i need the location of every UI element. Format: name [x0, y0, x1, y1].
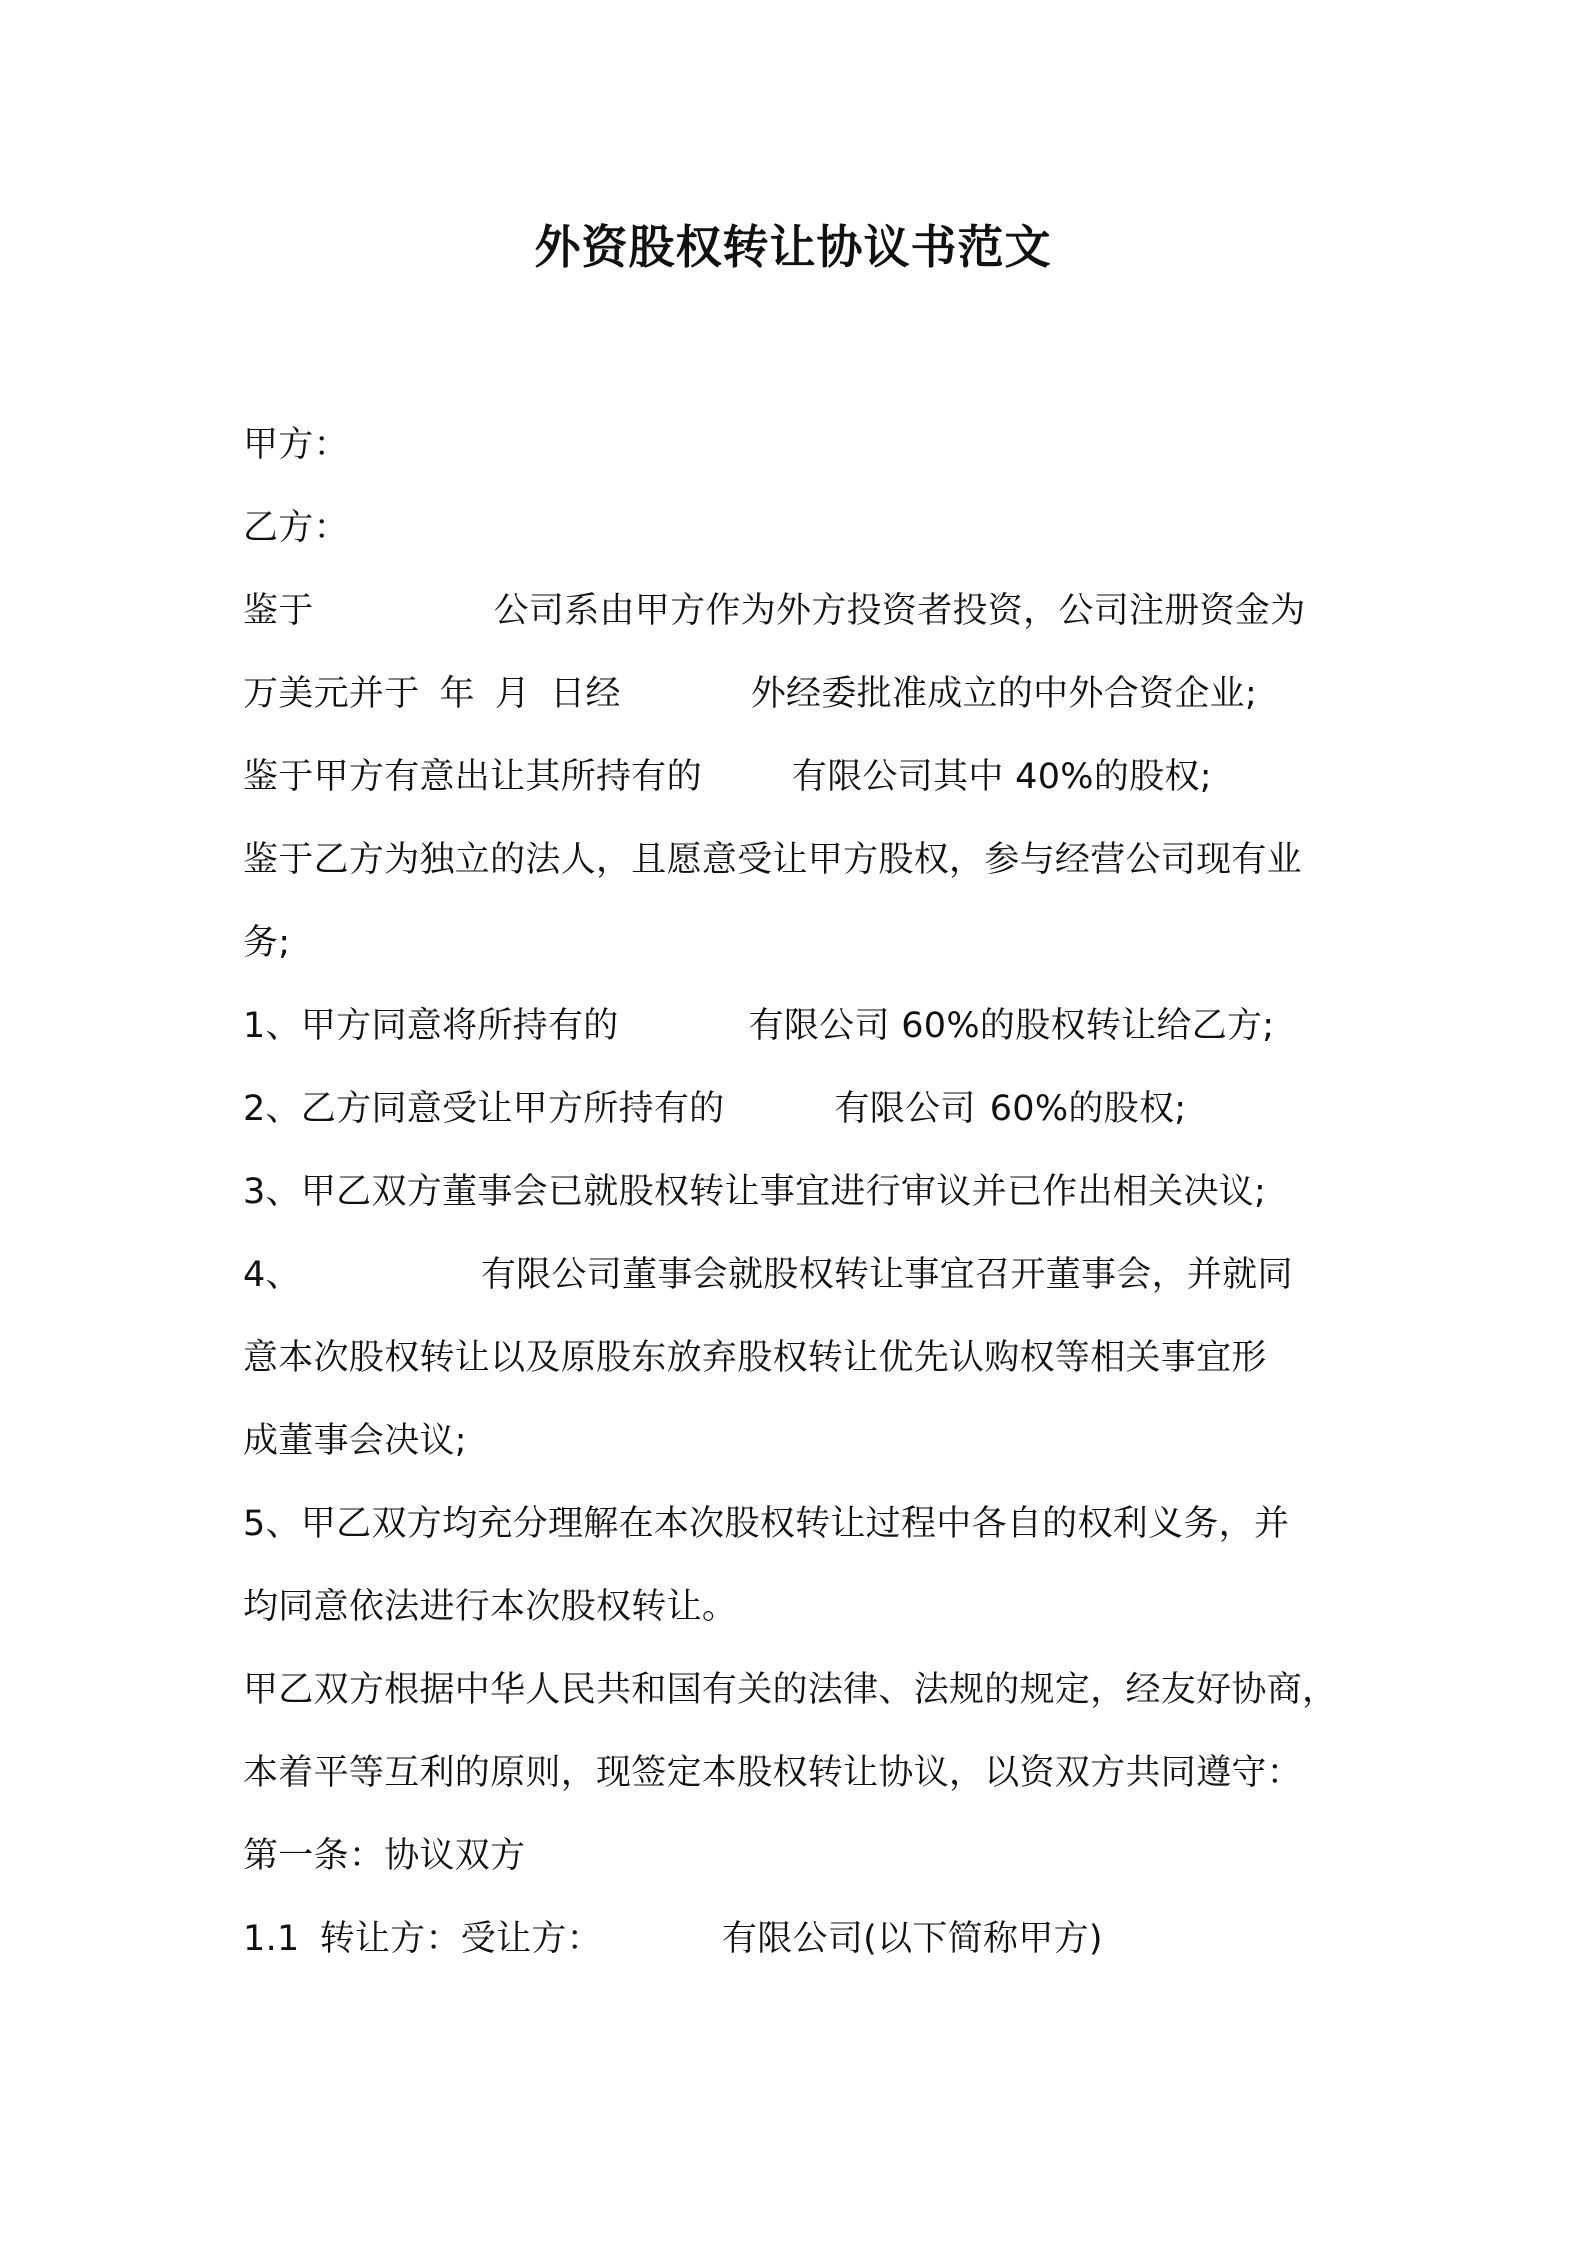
text-segment: 万美元并于 [243, 674, 420, 714]
text-segment: 成董事会决议; [243, 1421, 467, 1461]
paragraph-line [243, 1732, 1363, 1815]
text-segment: 日经 [550, 674, 621, 714]
text-segment: 60%的股权; [989, 1089, 1187, 1129]
clause-number: 1.1 [243, 1919, 300, 1959]
text-segment: 月 [494, 674, 531, 714]
text-segment: 外经委批准成立的中外合资企业; [750, 674, 1258, 714]
text-segment: 均同意依法进行本次股权转让。 [243, 1587, 738, 1627]
paragraph-line [243, 570, 1363, 653]
text-segment: 4、 [243, 1255, 301, 1295]
paragraph-line [243, 819, 1363, 902]
text-segment: 本着平等互利的原则，现签定本股权转让协议，以资双方共同遵守： [243, 1753, 1303, 1793]
paragraph-line [243, 985, 1363, 1068]
paragraph-line [243, 1898, 1363, 1981]
text-segment: 有限公司 60%的股权转让给乙方; [748, 1006, 1275, 1046]
text-segment: 鉴于 [243, 591, 314, 631]
paragraph-line [243, 653, 1363, 736]
party-b-label: 乙方： [243, 508, 349, 548]
text-segment: 公司系由甲方作为外方投资者投资，公司注册资金为 [493, 591, 1306, 631]
text-segment: 务; [243, 923, 291, 963]
text-segment: 意本次股权转让以及原股东放弃股权转让优先认购权等相关事宜形 [243, 1338, 1267, 1378]
document-title: 外资股权转让协议书范文 [534, 220, 1052, 274]
paragraph-line [243, 1151, 1363, 1234]
text-segment: 转让方：受让方： [319, 1919, 602, 1959]
paragraph-line [243, 1068, 1363, 1151]
text-segment: 年 [439, 674, 475, 714]
text-segment: 1、甲方同意将所持有的 [243, 1006, 619, 1046]
text-segment: 有限公司其中 40%的股权; [791, 757, 1212, 797]
party-b-line [243, 487, 1363, 570]
text-segment: 5、甲乙双方均充分理解在本次股权转让过程中各自的权利义务，并 [243, 1504, 1290, 1544]
text-segment: 2、乙方同意受让甲方所持有的 [243, 1089, 725, 1129]
text-segment: 有限公司董事会就股权转让事宜召开董事会，并就同 [480, 1255, 1293, 1295]
party-a-label: 甲方： [243, 425, 349, 465]
text-segment: 甲乙双方根据中华人民共和国有关的法律、法规的规定，经友好协商， [243, 1670, 1338, 1710]
paragraph-line [243, 1483, 1363, 1566]
paragraph-line [243, 1400, 1363, 1483]
section-heading-line [243, 1815, 1363, 1898]
section-heading: 第一条：协议双方 [243, 1836, 526, 1876]
party-a-line [243, 404, 1363, 487]
document-body [243, 404, 1363, 1981]
paragraph-line [243, 1317, 1363, 1400]
text-segment: 有限公司(以下简称甲方) [721, 1919, 1103, 1959]
paragraph-line [243, 1649, 1363, 1732]
paragraph-line [243, 736, 1363, 819]
paragraph-line [243, 1566, 1363, 1649]
text-segment: 鉴于乙方为独立的法人，且愿意受让甲方股权，参与经营公司现有业 [243, 840, 1303, 880]
paragraph-line [243, 1234, 1363, 1317]
text-segment: 鉴于甲方有意出让其所持有的 [243, 757, 702, 797]
text-segment: 3、甲乙双方董事会已就股权转让事宜进行审议并已作出相关决议; [243, 1172, 1267, 1212]
text-segment: 有限公司 [834, 1089, 976, 1129]
paragraph-line [243, 902, 1363, 985]
